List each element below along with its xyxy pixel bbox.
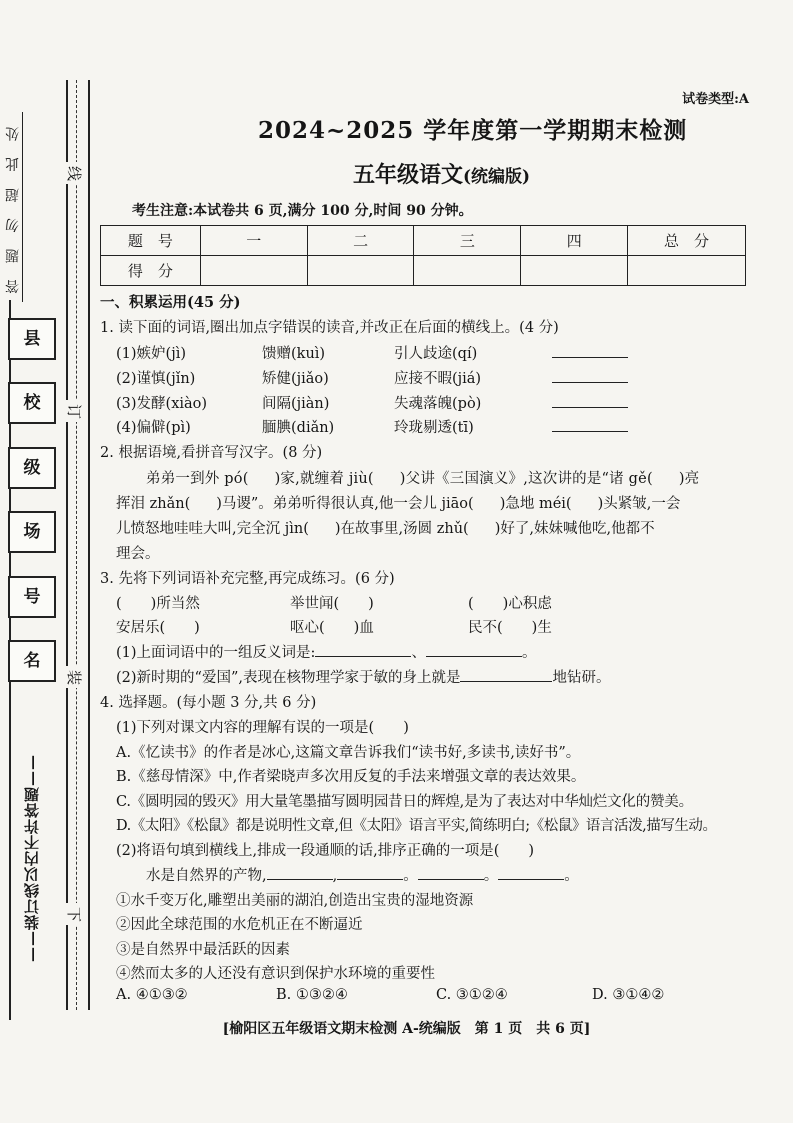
q2-text: 弟弟一到外 pó( <box>146 471 249 487</box>
q4-text: 。 <box>564 868 579 884</box>
q2-passage-line <box>116 517 655 538</box>
q1-answer-line[interactable] <box>552 357 628 358</box>
cut-label: 下 <box>64 903 86 925</box>
q4-option-c: C.《圆明园的毁灭》用大量笔墨描写圆明园昔日的辉煌,是为了表达对中华灿烂文化的赞美。 <box>116 794 693 810</box>
q3-answer-blank[interactable] <box>315 642 411 658</box>
q1-word: 失魂落魄(pò) <box>394 396 482 412</box>
q1-answer-line[interactable] <box>552 431 628 432</box>
score-header-cell: 三 <box>414 226 521 256</box>
q4-sentence-1: ①水千变万化,雕塑出美丽的湖泊,创造出宝贵的湿地资源 <box>116 893 474 909</box>
score-header-cell: 二 <box>307 226 414 256</box>
q4-sub2-question: (2)将语句填到横线上,排成一段通顺的话,排序正确的一项是( ) <box>116 843 535 859</box>
q4-text: 。 <box>403 868 418 884</box>
q2-text: )头紧皱,一会 <box>597 496 681 512</box>
q2-text: )亮 <box>678 471 700 487</box>
score-table <box>100 225 746 286</box>
exam-subtitle <box>0 158 793 189</box>
q4-stem-blank[interactable] <box>498 865 564 881</box>
q1-word: 腼腆(diǎn) <box>262 420 335 436</box>
q4-text: 水是自然界的产物, <box>146 868 267 884</box>
q2-passage-line <box>116 492 680 513</box>
q2-text: 儿愤怒地哇哇大叫,完全沉 jìn( <box>116 521 309 537</box>
q4-stem-blank[interactable] <box>418 865 484 881</box>
q3-sub1 <box>116 641 536 662</box>
q3-answer-blank[interactable] <box>460 667 552 683</box>
q2-text: 挥泪 zhǎn( <box>116 496 191 512</box>
edition-label: (统编版) <box>462 167 531 187</box>
q4-choice-a[interactable]: A. ④①③② <box>116 987 188 1003</box>
q1-word: (2)谨慎(jǐn) <box>116 371 196 387</box>
q4-stem <box>146 864 579 885</box>
cut-label: 订 <box>64 400 86 422</box>
q1-word: 引人歧途(qí) <box>394 346 478 362</box>
q3-text: 。 <box>521 645 537 661</box>
seat-number-field: 号 <box>8 576 56 618</box>
grade-field: 级 <box>8 447 56 489</box>
q3-idiom: 呕心( )血 <box>290 620 374 636</box>
name-field: 名 <box>8 640 56 682</box>
score-row-label: 得 分 <box>101 256 201 286</box>
no-answer-zone-hint: 答 题 勿 超 此 处 <box>4 112 23 302</box>
q3-idiom: 民不( )生 <box>468 620 552 636</box>
q1-word: 玲珑剔透(tī) <box>394 420 474 436</box>
binding-line <box>88 80 90 1010</box>
score-input-cell[interactable] <box>200 256 307 286</box>
q1-answer-line[interactable] <box>552 407 628 408</box>
q4-stem-blank[interactable] <box>337 865 403 881</box>
q2-text: )父讲《三国演义》,这次讲的是“诸 gě( <box>399 471 653 487</box>
q2-text: )在故事里,汤圆 zhǔ( <box>334 521 469 537</box>
cut-line <box>76 80 77 1010</box>
subject-title: 五年级语文 <box>352 162 463 188</box>
binding-note: ——装订线以内不许答题—— <box>22 753 41 962</box>
q4-sentence-4: ④然而太多的人还没有意识到保护水环境的重要性 <box>116 966 435 982</box>
score-header-cell: 一 <box>200 226 307 256</box>
q4-prompt: 4. 选择题。(每小题 3 分,共 6 分) <box>100 695 317 711</box>
q3-sub2 <box>116 666 610 687</box>
score-header-cell: 总 分 <box>628 226 746 256</box>
county-field: 县 <box>8 318 56 360</box>
q4-option-d: D.《太阳》《松鼠》都是说明性文章,但《太阳》语言平实,简练明白;《松鼠》语言活泼,描写生动。 <box>116 818 717 834</box>
q4-sub1-question: (1)下列对课文内容的理解有误的一项是( ) <box>116 720 409 736</box>
q1-word: 馈赠(kuì) <box>262 346 326 362</box>
q1-word: 矫健(jiǎo) <box>262 371 329 387</box>
paper-type: 试卷类型:A <box>682 92 749 107</box>
q4-sentence-3: ③是自然界中最活跃的因素 <box>116 942 290 958</box>
q3-prompt: 3. 先将下列词语补充完整,再完成练习。(6 分) <box>100 571 395 587</box>
q3-idiom: 安居乐( ) <box>116 620 200 636</box>
q3-text: 地钻研。 <box>552 670 611 686</box>
q3-answer-blank[interactable] <box>426 642 522 658</box>
q1-word: (4)偏僻(pì) <box>116 420 191 436</box>
cut-label: 线 <box>64 162 86 184</box>
q1-word: (1)嫉妒(jì) <box>116 346 186 362</box>
q2-passage-line <box>146 467 699 488</box>
q4-text: , <box>332 868 338 884</box>
q4-option-b: B.《慈母情深》中,作者梁晓声多次用反复的手法来增强文章的表达效果。 <box>116 769 586 785</box>
score-input-cell[interactable] <box>307 256 414 286</box>
q1-word: 应接不暇(jiá) <box>394 371 482 387</box>
q1-word: 间隔(jiàn) <box>262 396 330 412</box>
q3-text: (2)新时期的“爱国”,表现在核物理学家于敏的身上就是 <box>116 670 461 686</box>
q1-prompt: 1. 读下面的词语,圈出加点字错误的读音,并改正在后面的横线上。(4 分) <box>100 320 559 336</box>
exam-notice: 考生注意:本试卷共 6 页,满分 100 分,时间 90 分钟。 <box>132 203 473 219</box>
score-header-cell: 题 号 <box>101 226 201 256</box>
q4-text: 。 <box>483 868 499 884</box>
q3-text: (1)上面词语中的一组反义词是: <box>116 645 316 661</box>
score-table-score-row <box>101 256 746 286</box>
cut-label: 装 <box>64 666 86 688</box>
section-title: 一、积累运用(45 分) <box>100 294 241 311</box>
score-header-cell: 四 <box>521 226 628 256</box>
q2-passage-line: 理会。 <box>116 546 160 562</box>
q2-text: )好了,妹妹喊他吃,他都不 <box>494 521 655 537</box>
exam-room-field: 场 <box>8 511 56 553</box>
q3-idiom: ( )所当然 <box>116 596 200 612</box>
school-field: 校 <box>8 382 56 424</box>
q3-text: 、 <box>411 645 426 661</box>
q3-idiom: ( )心积虑 <box>468 596 552 612</box>
score-input-cell[interactable] <box>414 256 521 286</box>
q2-prompt: 2. 根据语境,看拼音写汉字。(8 分) <box>100 445 323 461</box>
q4-sentence-2: ②因此全球范围的水危机正在不断逼近 <box>116 917 363 933</box>
page-footer: [榆阳区五年级语文期末检测 A-统编版 第 1 页 共 6 页] <box>222 1021 591 1037</box>
score-table-header-row <box>101 226 746 256</box>
q3-idiom: 举世闻( ) <box>290 596 374 612</box>
q2-text: )家,就缠着 jiù( <box>274 471 374 487</box>
q4-choice-c[interactable]: C. ③①②④ <box>436 987 508 1003</box>
q4-stem-blank[interactable] <box>267 865 333 881</box>
q4-choice-b[interactable]: B. ①③②④ <box>276 987 348 1003</box>
score-input-cell[interactable] <box>521 256 628 286</box>
q2-text: )马谡”。弟弟听得很认真,他一会儿 jiāo( <box>216 496 474 512</box>
q1-answer-line[interactable] <box>552 382 628 383</box>
q4-choice-d[interactable]: D. ③①④② <box>592 987 665 1003</box>
score-input-cell[interactable] <box>628 256 746 286</box>
q2-text: )急地 méi( <box>499 496 572 512</box>
binding-line <box>66 80 68 1010</box>
q1-word: (3)发酵(xiào) <box>116 396 208 412</box>
exam-title: 2024~2025 学年度第一学期期末检测 <box>258 117 688 144</box>
q4-option-a: A.《忆读书》的作者是冰心,这篇文章告诉我们“读书好,多读书,读好书”。 <box>116 745 581 761</box>
